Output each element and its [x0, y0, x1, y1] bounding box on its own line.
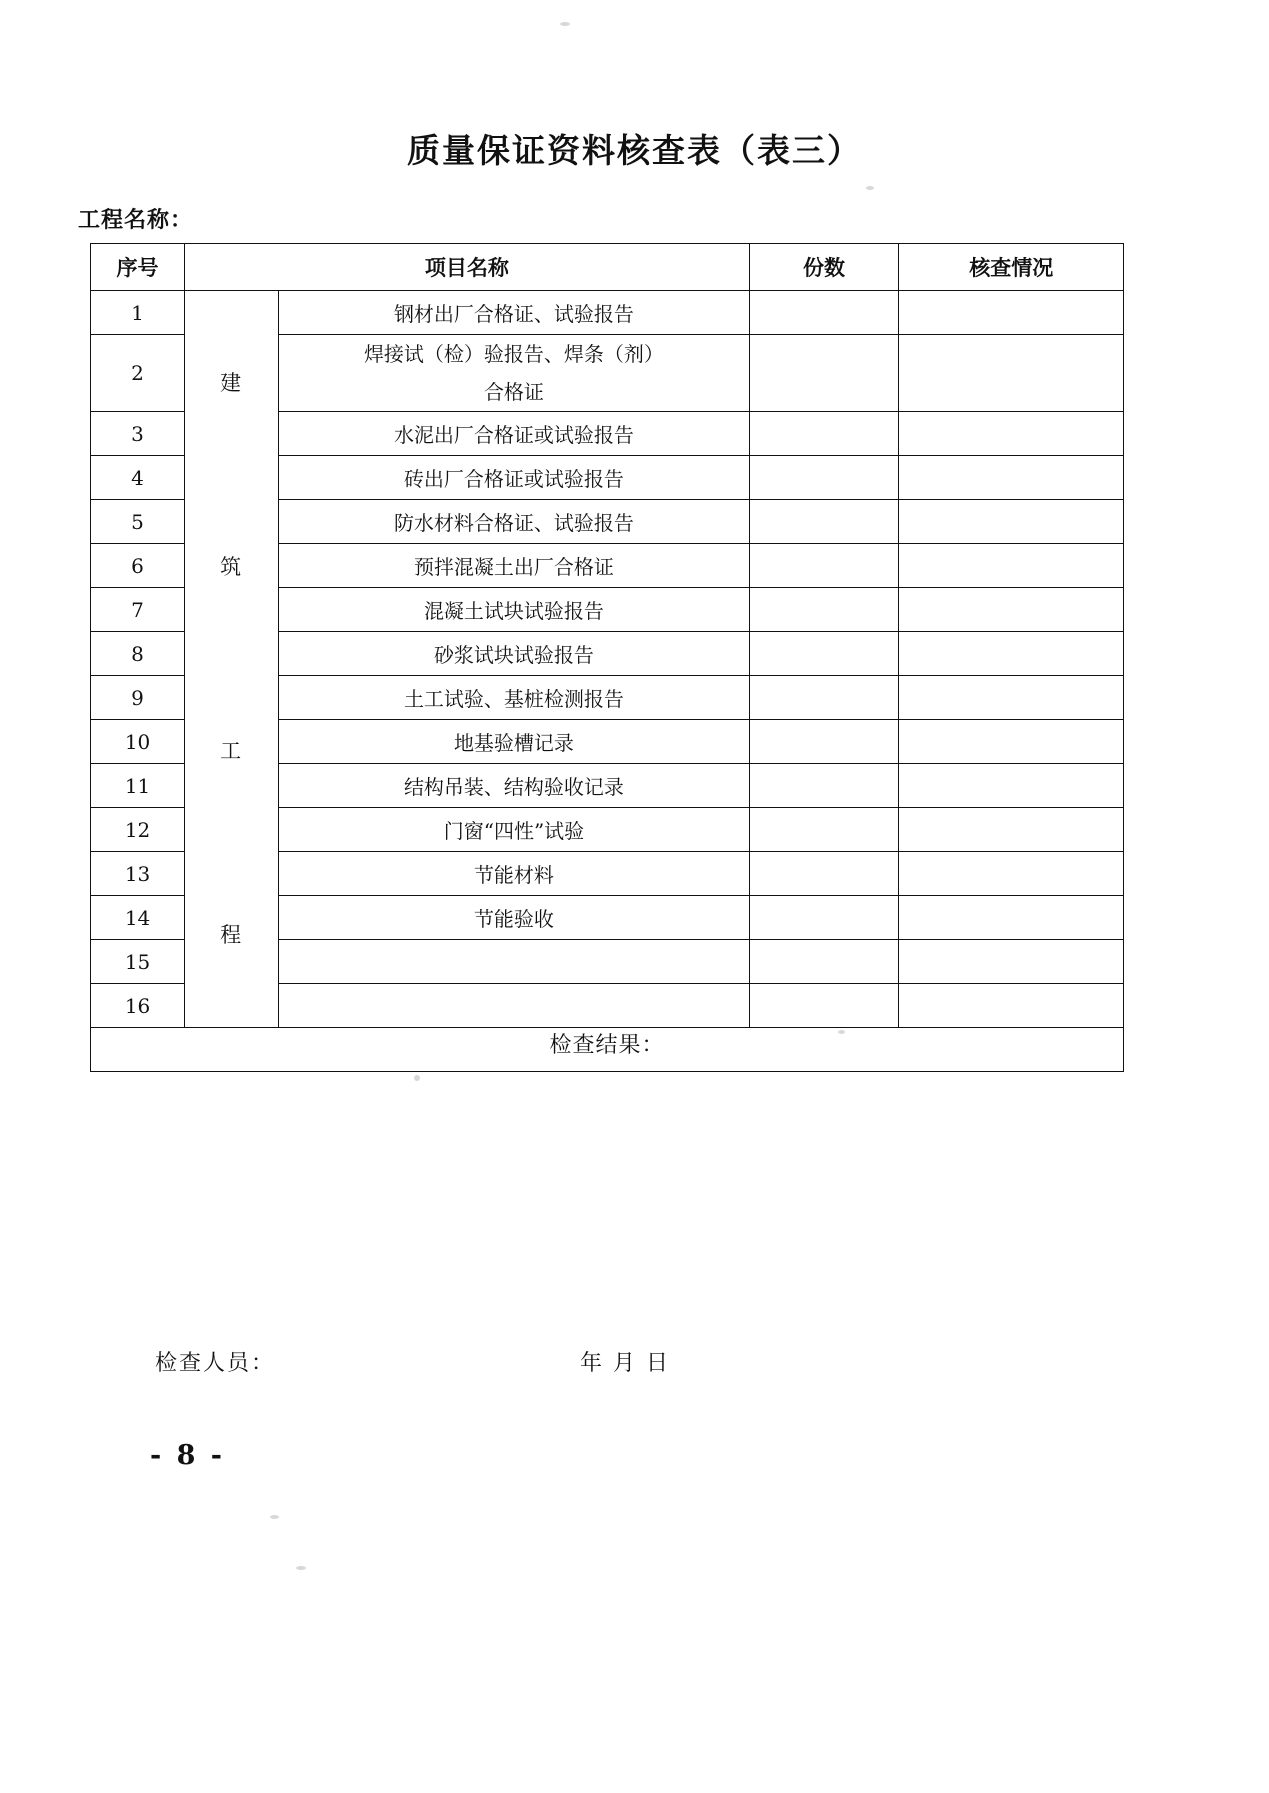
- row-count[interactable]: [749, 852, 899, 896]
- row-check[interactable]: [899, 896, 1124, 940]
- row-count[interactable]: [749, 720, 899, 764]
- inspection-result-cell[interactable]: [91, 1028, 1124, 1072]
- inspection-result-row: [91, 1028, 1124, 1072]
- row-count[interactable]: [749, 808, 899, 852]
- row-no: 11: [91, 764, 185, 808]
- row-check[interactable]: [899, 632, 1124, 676]
- scan-speck: [560, 22, 570, 26]
- row-item: 预拌混凝土出厂合格证: [279, 544, 750, 588]
- row-item: 土工试验、基桩检测报告: [279, 676, 750, 720]
- row-item-line2: 合格证: [483, 380, 544, 404]
- row-no: 1: [91, 291, 185, 335]
- row-no: 12: [91, 808, 185, 852]
- row-check[interactable]: [899, 544, 1124, 588]
- row-item-line1: 焊接试（检）验报告、焊条（剂）: [363, 342, 664, 366]
- quality-assurance-table: [90, 243, 1124, 1072]
- scan-speck: [866, 186, 874, 190]
- inspector-label: 检查人员：: [155, 1351, 276, 1376]
- row-count[interactable]: [749, 544, 899, 588]
- row-item: 砖出厂合格证或试验报告: [279, 456, 750, 500]
- row-check[interactable]: [899, 808, 1124, 852]
- category-cell: [185, 291, 279, 1028]
- row-item: 混凝土试块试验报告: [279, 588, 750, 632]
- table-header-row: [91, 244, 1124, 291]
- row-check[interactable]: [899, 412, 1124, 456]
- row-item: 水泥出厂合格证或试验报告: [279, 412, 750, 456]
- scan-speck: [296, 1566, 306, 1570]
- header-item: 项目名称: [185, 244, 750, 291]
- footer-signature-row: [90, 1346, 1124, 1386]
- scan-speck: [414, 1075, 420, 1081]
- row-count[interactable]: [749, 676, 899, 720]
- page-number: - 8 -: [150, 1440, 225, 1471]
- row-no: 4: [91, 456, 185, 500]
- row-count[interactable]: [749, 940, 899, 984]
- row-item: 节能材料: [279, 852, 750, 896]
- category-char: 程: [220, 922, 244, 947]
- row-check[interactable]: [899, 500, 1124, 544]
- row-check[interactable]: [899, 456, 1124, 500]
- row-item: 砂浆试块试验报告: [279, 632, 750, 676]
- date-label: 年 月 日: [580, 1351, 670, 1376]
- row-no: 13: [91, 852, 185, 896]
- row-no: 14: [91, 896, 185, 940]
- row-item[interactable]: [279, 984, 750, 1028]
- row-check[interactable]: [899, 335, 1124, 412]
- row-count[interactable]: [749, 335, 899, 412]
- row-no: 10: [91, 720, 185, 764]
- row-count[interactable]: [749, 896, 899, 940]
- row-check[interactable]: [899, 984, 1124, 1028]
- row-count[interactable]: [749, 588, 899, 632]
- row-check[interactable]: [899, 588, 1124, 632]
- row-no: 6: [91, 544, 185, 588]
- row-check[interactable]: [899, 940, 1124, 984]
- row-count[interactable]: [749, 764, 899, 808]
- row-check[interactable]: [899, 676, 1124, 720]
- inspection-result-label: 检查结果：: [549, 1033, 665, 1058]
- row-item: 结构吊装、结构验收记录: [279, 764, 750, 808]
- row-count[interactable]: [749, 412, 899, 456]
- table-row: [91, 291, 1124, 335]
- category-char: 工: [220, 738, 244, 763]
- category-char: 建: [220, 370, 244, 395]
- row-no: 5: [91, 500, 185, 544]
- row-item[interactable]: [279, 940, 750, 984]
- scan-speck: [270, 1515, 279, 1519]
- row-no: 7: [91, 588, 185, 632]
- row-count[interactable]: [749, 456, 899, 500]
- row-item: 防水材料合格证、试验报告: [279, 500, 750, 544]
- project-name-label: 工程名称：: [78, 207, 194, 233]
- row-check[interactable]: [899, 852, 1124, 896]
- page-title: 质量保证资料核查表（表三）: [407, 131, 862, 170]
- row-item: 节能验收: [279, 896, 750, 940]
- row-item: 地基验槽记录: [279, 720, 750, 764]
- row-count[interactable]: [749, 500, 899, 544]
- row-count[interactable]: [749, 984, 899, 1028]
- row-count[interactable]: [749, 291, 899, 335]
- row-no: 16: [91, 984, 185, 1028]
- row-check[interactable]: [899, 291, 1124, 335]
- row-check[interactable]: [899, 764, 1124, 808]
- header-check: 核查情况: [899, 244, 1124, 291]
- row-no: 15: [91, 940, 185, 984]
- row-no: 8: [91, 632, 185, 676]
- category-char: 筑: [220, 554, 244, 579]
- row-no: 3: [91, 412, 185, 456]
- row-item: [279, 335, 750, 412]
- scan-speck: [838, 1030, 845, 1034]
- row-no: 2: [91, 335, 185, 412]
- row-item: 钢材出厂合格证、试验报告: [279, 291, 750, 335]
- header-count: 份数: [749, 244, 899, 291]
- row-item: 门窗“四性”试验: [279, 808, 750, 852]
- row-no: 9: [91, 676, 185, 720]
- header-no: 序号: [91, 244, 185, 291]
- row-count[interactable]: [749, 632, 899, 676]
- row-check[interactable]: [899, 720, 1124, 764]
